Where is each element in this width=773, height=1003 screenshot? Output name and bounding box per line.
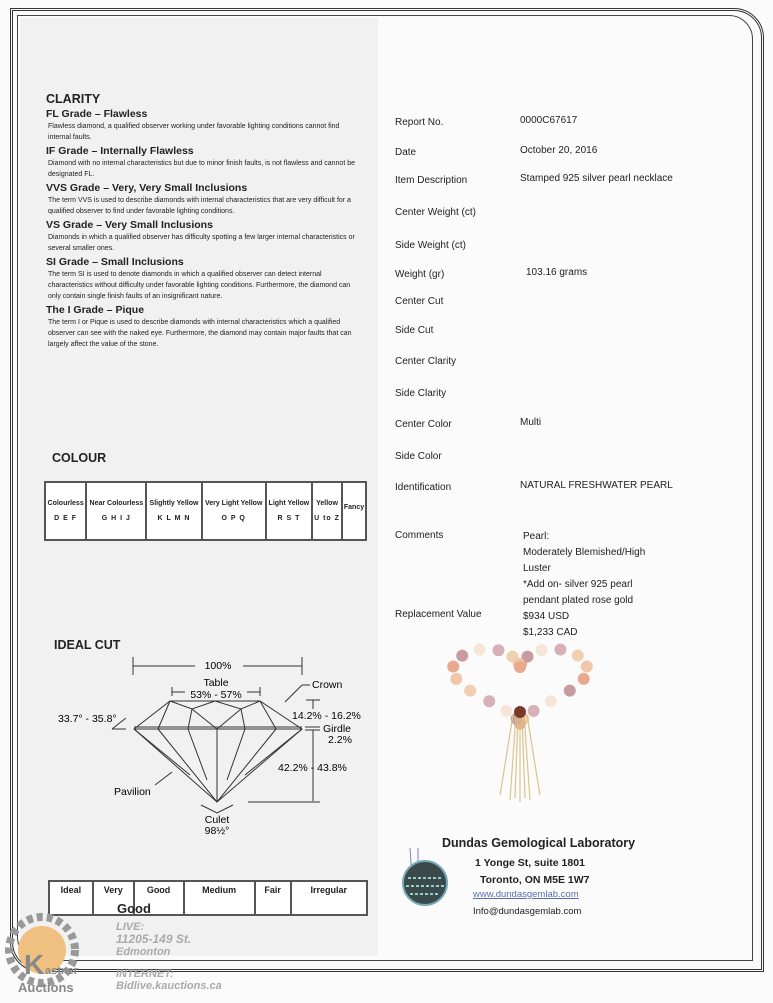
- lab-address-line2: Toronto, ON M5E 1W7: [480, 874, 590, 886]
- report-field-label: Side Color: [395, 451, 442, 462]
- report-field-label: Side Weight (ct): [395, 240, 466, 251]
- pearl: [474, 644, 486, 656]
- diamond-outline: [134, 701, 302, 802]
- pearl: [483, 695, 495, 707]
- label-culet-angle: 98½°: [204, 825, 230, 837]
- lab-seal: [398, 848, 448, 908]
- lab-address-line1: 1 Yonge St, suite 1801: [475, 857, 585, 869]
- report-field-value: 0000C67617: [520, 115, 578, 126]
- cut-grade-label: Irregular: [310, 885, 348, 895]
- colour-cell: [147, 483, 200, 539]
- svg-text:astner: astner: [45, 965, 79, 977]
- grade-text: The term I or Pique is used to describe diamonds with internal characteristics which a qualified observer can see with the naked eye. Furthermore, the diamond may contain major faults that can largely affect the value of the stone.: [48, 319, 352, 348]
- colour-grades: O P Q: [221, 515, 246, 522]
- grade-heading: SI Grade – Small Inclusions: [46, 256, 184, 268]
- clarity-section: [46, 92, 356, 351]
- lab-website-link[interactable]: www.dundasgemlab.com: [473, 889, 579, 900]
- colour-grades: K L M N: [157, 515, 191, 522]
- report-field-label: Center Color: [395, 419, 452, 430]
- report-field-value: 103.16 grams: [526, 267, 588, 278]
- grade-text: The term VVS is used to describe diamonds with internal characteristics that are very difficult for a qualified observer to find under favorable lighting conditions.: [48, 197, 351, 215]
- pendant-cap: [514, 706, 526, 718]
- pearl-necklace-photo: [420, 640, 620, 810]
- pearl: [572, 650, 584, 662]
- cut-grade-label: Very: [103, 885, 123, 895]
- grade-heading: FL Grade – Flawless: [46, 108, 148, 120]
- kastner-auctions-logo: [4, 912, 84, 998]
- cut-grade-cell: [50, 882, 92, 914]
- replacement-label: Replacement Value: [395, 609, 482, 620]
- colour-cell: [87, 483, 145, 539]
- live-label: LIVE:: [116, 921, 145, 933]
- comment-line: pendant plated rose gold: [523, 595, 634, 606]
- cut-grade-label: Ideal: [60, 885, 82, 895]
- report-field-label: Identification: [395, 482, 452, 493]
- tassel-icon: [500, 715, 540, 802]
- colour-grades: U to Z: [314, 515, 340, 522]
- pearl: [492, 644, 504, 656]
- comments-label: Comments: [395, 530, 444, 541]
- pearl: [500, 705, 512, 717]
- label-total: 100%: [204, 660, 232, 672]
- pearl: [464, 685, 476, 697]
- pearl: [581, 661, 593, 673]
- report-field-label: Side Cut: [395, 325, 434, 336]
- colour-cell: [313, 483, 341, 539]
- grade-text: Diamond with no internal characteristics but due to minor finish faults, is not flawless and cannot be designated FL.: [48, 160, 355, 178]
- colour-grades: G H I J: [101, 515, 131, 522]
- label-pavilion: Pavilion: [114, 786, 151, 798]
- report-field-label: Date: [395, 147, 417, 158]
- colour-grades: R S T: [277, 515, 301, 522]
- report-field-value: Stamped 925 silver pearl necklace: [520, 173, 673, 184]
- label-crown-angle: 33.7° - 35.8°: [58, 713, 117, 725]
- lab-email: Info@dundasgemlab.com: [473, 906, 582, 917]
- colour-name: Yellow: [316, 500, 338, 507]
- cut-grade-selected: Good: [117, 901, 151, 916]
- internet-label: INTERNET:: [116, 968, 174, 980]
- report-field-label: Side Clarity: [395, 388, 447, 399]
- report-field-value: October 20, 2016: [520, 145, 598, 156]
- report-field-value: Multi: [520, 417, 542, 428]
- colour-name: Very Light Yellow: [204, 500, 263, 507]
- report-field-label: Weight (gr): [395, 269, 445, 280]
- svg-text:K: K: [24, 949, 45, 980]
- clarity-grade: [46, 108, 356, 143]
- colour-grades: D E F: [54, 515, 78, 522]
- comment-line: *Add on- silver 925 pearl: [523, 579, 633, 590]
- colour-cell: [46, 483, 85, 539]
- clarity-grade: [46, 219, 356, 254]
- colour-cell: [267, 483, 311, 539]
- culet-angle-mark: [201, 805, 233, 813]
- comments-value: [523, 529, 645, 641]
- grade-heading: The I Grade – Pique: [46, 304, 145, 316]
- label-pavilion-depth: 42.2% - 43.8%: [278, 762, 347, 774]
- report-field-label: Center Clarity: [395, 356, 457, 367]
- pearl: [528, 705, 540, 717]
- report-field-label: Center Cut: [395, 296, 444, 307]
- pearl: [447, 661, 459, 673]
- grade-text: Flawless diamond, a qualified observer working under favorable lighting conditions cannot find internal faults.: [48, 123, 340, 141]
- clarity-grade: [46, 256, 356, 302]
- comment-line: Moderately Blemished/High: [523, 547, 646, 558]
- live-address2: Edmonton: [116, 946, 171, 958]
- grade-text: The term SI is used to denote diamonds in which a qualified observer can detect internal characteristics without difficulty under favorable lighting conditions. Furthermore, the diamond can only contain single finish faults of an insignificant nature.: [48, 271, 351, 300]
- grade-heading: VS Grade – Very Small Inclusions: [46, 219, 213, 231]
- grade-heading: IF Grade – Internally Flawless: [46, 145, 194, 157]
- label-crown: Crown: [312, 679, 343, 691]
- live-address1: 11205-149 St.: [116, 932, 192, 946]
- label-girdle-value: 2.2%: [328, 734, 352, 746]
- colour-cell: [343, 483, 365, 539]
- clarity-grade: [46, 182, 356, 217]
- colour-cell: [203, 483, 265, 539]
- colour-name: Near Colourless: [89, 500, 144, 507]
- cut-grade-table: [48, 880, 368, 916]
- pearl: [564, 685, 576, 697]
- pearl: [456, 650, 468, 662]
- pearl: [554, 644, 566, 656]
- report-field-value: NATURAL FRESHWATER PEARL: [520, 480, 673, 491]
- label-table: Table: [203, 677, 229, 689]
- clarity-grade: [46, 304, 356, 350]
- colour-table: [44, 481, 367, 541]
- clarity-grade: [46, 145, 356, 180]
- label-table-range: 53% - 57%: [190, 689, 242, 701]
- colour-name: Colourless: [47, 500, 84, 507]
- svg-text:Auctions: Auctions: [18, 980, 74, 995]
- cut-grade-label: Fair: [264, 885, 281, 895]
- kastner-logo-icon: [4, 912, 84, 998]
- report-field-label: Item Description: [395, 175, 468, 186]
- comment-line: Luster: [523, 563, 551, 574]
- clarity-title: CLARITY: [46, 92, 101, 106]
- cut-grade-cell: [292, 882, 366, 914]
- cut-grade-cell: [185, 882, 254, 914]
- replacement-cad: $1,233 CAD: [523, 627, 578, 638]
- report-field-label: Center Weight (ct): [395, 207, 476, 218]
- lab-name: Dundas Gemological Laboratory: [442, 836, 636, 850]
- label-crown-height: 14.2% - 16.2%: [292, 710, 361, 722]
- cut-grade-label: Medium: [202, 885, 237, 895]
- ideal-cut-diagram: [40, 630, 380, 840]
- internet-url: Bidlive.kauctions.ca: [116, 980, 222, 992]
- replacement-usd: $934 USD: [523, 611, 570, 622]
- colour-title: COLOUR: [52, 451, 107, 465]
- ideal-cut-title: IDEAL CUT: [54, 638, 121, 652]
- cut-grade-cell: [256, 882, 290, 914]
- label-culet: Culet: [204, 814, 230, 826]
- pearl: [450, 673, 462, 685]
- grade-text: Diamonds in which a qualified observer has difficulty spotting a few larger internal characteristics or several smaller ones.: [48, 234, 355, 252]
- grade-heading: VVS Grade – Very, Very Small Inclusions: [46, 182, 248, 194]
- hologram-seal-icon: [398, 848, 448, 908]
- label-girdle: Girdle: [323, 723, 352, 735]
- report-field-label: Report No.: [395, 117, 444, 128]
- colour-name: Slightly Yellow: [149, 500, 199, 507]
- colour-name: Fancy: [343, 503, 365, 511]
- pearl: [514, 661, 526, 673]
- colour-name: Light Yellow: [268, 500, 310, 507]
- pearl: [545, 695, 557, 707]
- pearl: [578, 673, 590, 685]
- cut-grade-label: Good: [146, 885, 171, 895]
- kastner-watermark-text: [116, 921, 222, 992]
- comment-line: Pearl:: [523, 531, 550, 542]
- pearl: [536, 644, 548, 656]
